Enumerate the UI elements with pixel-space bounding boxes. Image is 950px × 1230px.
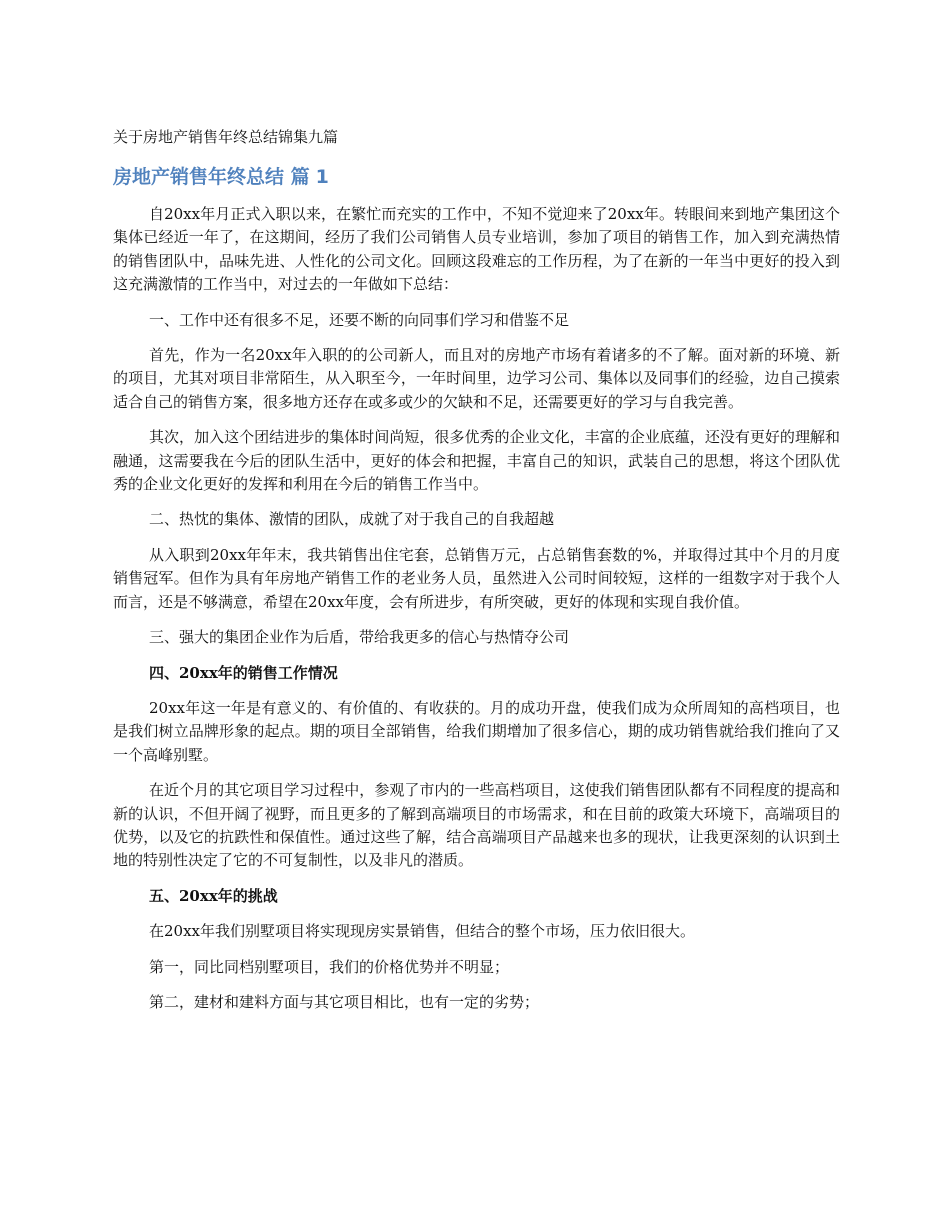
section-heading-number: 1 [315,166,329,188]
section-heading-text: 房地产销售年终总结 篇 [113,166,310,188]
paragraph-firstly: 首先，作为一名20xx年入职的的公司新人，而且对的房地产市场有着诸多的不了解。面对新的环境、新的项目，尤其对项目非常陌生，从入职至今，一年时间里，边学习公司、集体以及同事们的经验，边自己摸索适合自己的销售方案，很多地方还存在或多或少的欠缺和不足，还需要更好的学习与自我完善。 [113,346,840,411]
body-text [113,203,840,1026]
paragraph-intro: 自20xx年月正式入职以来，在繁忙而充实的工作中，不知不觉迎来了20xx年。转眼间来到地产集团这个集体已经近一年了，在这期间，经历了我们公司销售人员专业培训，参加了项目的销售工作，加入到充满热情的销售团队中，品味先进、人性化的公司文化。回顾这段难忘的工作历程，为了在新的一年当中更好的投入到这充满激情的工作当中，对过去的一年做如下总结： [113,205,840,294]
document-title: 关于房地产销售年终总结锦集九篇 [113,128,339,146]
paragraph-challenge-2: 第二，建材和建料方面与其它项目相比，也有一定的劣势； [149,992,540,1011]
paragraph-point-3: 三、强大的集团企业作为后盾，带给我更多的信心与热情夺公司 [149,628,570,647]
paragraph-sales-record: 从入职到20xx年年末，我共销售出住宅套，总销售万元，占总销售套数的%，并取得过其中个月的月度销售冠军。但作为具有年房地产销售工作的老业务人员，虽然进入公司时间较短，这样的一组数字对于我个人而言，还是不够满意，希望在20xx年度，会有所进步，有所突破，更好的体现和实现自我价值。 [113,545,840,611]
paragraph-secondly: 其次，加入这个团结进步的集体时间尚短，很多优秀的企业文化，丰富的企业底蕴，还没有更好的理解和融通，这需要我在今后的团队生活中，更好的体会和把握，丰富自己的知识，武装自己的思想，将这个团队优秀的企业文化更好的发挥和利用在今后的销售工作当中。 [113,428,840,494]
paragraph-challenge-1: 第一，同比同档别墅项目，我们的价格优势并不明显； [149,957,510,976]
section-heading [113,164,329,190]
paragraph-point-1: 一、工作中还有很多不足，还要不断的向同事们学习和借鉴不足 [149,310,570,329]
paragraph-year-review: 20xx年这一年是有意义的、有价值的、有收获的。月的成功开盘，使我们成为众所周知的高档项目，也是我们树立品牌形象的起点。期的项目全部销售，给我们期增加了很多信心，期的成功销售就给我们推向了又一个高峰别墅。 [113,698,840,764]
paragraph-point-2: 二、热忱的集体、激情的团队，成就了对于我自己的自我超越 [149,510,555,529]
paragraph-challenge-intro: 在20xx年我们别墅项目将实现现房实景销售，但结合的整个市场，压力依旧很大。 [149,922,696,941]
paragraph-point-5: 五、20xx年的挑战 [149,886,278,905]
paragraph-point-4: 四、20xx年的销售工作情况 [149,663,338,682]
paragraph-project-study: 在近个月的其它项目学习过程中，参观了市内的一些高档项目，这使我们销售团队都有不同程度的提高和新的认识，不但开阔了视野，而且更多的了解到高端项目的市场需求，和在目前的政策大环境下，高端项目的优势，以及它的抗跌性和保值性。通过这些了解，结合高端项目产品越来也多的现状，让我更深刻的认识到土地的特别性决定了它的不可复制性，以及非凡的潜质。 [113,781,840,870]
